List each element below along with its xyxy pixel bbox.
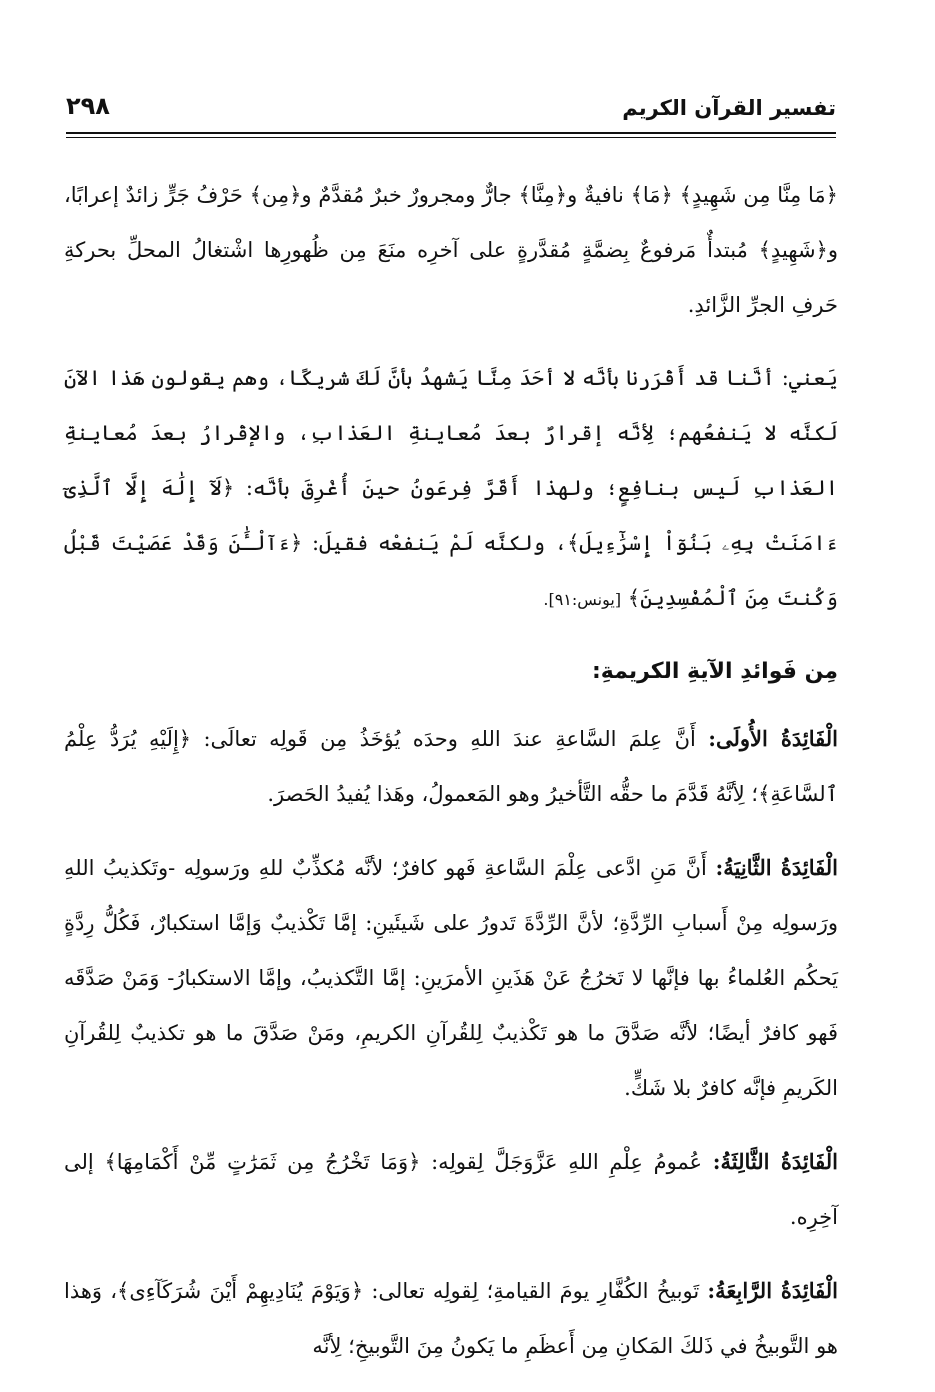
benefit-2-label: الْفَائِدَةُ الثَّانِيَةُ:	[715, 855, 838, 880]
benefit-1-label: الْفَائِدَةُ الأُولَى:	[708, 726, 838, 751]
benefit-2	[64, 840, 838, 1116]
page-number: ٢٩٨	[66, 92, 110, 120]
benefit-4	[64, 1263, 838, 1374]
benefit-3-label: الْفَائِدَةُ الثَّالِثَةُ:	[712, 1149, 838, 1174]
benefit-1	[64, 711, 838, 822]
header-rule	[66, 132, 836, 134]
benefit-3-text: عُمومُ عِلْمِ اللهِ عَزَّوَجَلَّ لِقولِه: ﴿وَمَا تَخْرُجُ مِن ثَمَرَٰتٍ مِّنْ أَكْمَامِهَا﴾ إلى آخِرِه.	[64, 1150, 838, 1229]
book-title: تفسير القرآن الكريم	[622, 96, 836, 120]
benefit-4-label: الْفَائِدَةُ الرَّابِعَةُ:	[707, 1278, 839, 1303]
benefit-3	[64, 1134, 838, 1245]
paragraph-grammar-text: ﴿مَا مِنَّا مِن شَهِيدٍ﴾ ﴿مَا﴾ نافيةٌ و﴿مِنَّا﴾ جارٌّ ومجرورٌ خبرٌ مُقدَّمٌ و﴿مِن﴾ حَرْفُ جَرٍّ زائدٌ إعرابًا، و﴿شَهِيدٍ﴾ مُبتدأٌ مَرفوعٌ بِضمَّةٍ مُقدَّرةٍ على آخرِه منَعَ مِن ظُهورِها اشْتغالُ المحلِّ بحركةِ حَرفِ الجرِّ الزَّائدِ.	[64, 183, 838, 317]
page-body	[64, 168, 838, 1392]
benefit-1-text: أَنَّ عِلمَ السَّاعةِ عندَ اللهِ وحدَه يُؤخَذُ مِن قَولِه تعالَى: ﴿إِلَيْهِ يُرَدُّ عِلْمُ ٱلسَّاعَةِ﴾؛ لِأنَّهُ قَدَّمَ ما حقُّه التَّأخيرُ وهو المَعمولُ، وهَذا يُفيدُ الحَصرَ.	[64, 727, 838, 806]
benefit-4-text: تَوبيخُ الكُفَّارِ يومَ القيامةِ؛ لِقولِه تعالى: ﴿وَيَوْمَ يُنَادِيهِمْ أَيْنَ شُرَكَآءِى﴾، وَهذا هو التَّوبيخُ في ذَلكَ المَكانِ مِن أَعظَمِ ما يَكونُ مِنَ التَّوبيخِ؛ لِأنَّه	[64, 1279, 838, 1358]
paragraph-grammar	[64, 168, 838, 333]
section-heading: مِن فَوائدِ الآيةِ الكريمةِ:	[591, 659, 838, 684]
benefit-2-text: أَنَّ مَنِ ادَّعى عِلْمَ السَّاعةِ فَهو كافرٌ؛ لأنَّه مُكذِّبٌ للهِ ورَسولِه -وتَكذيبُ اللهِ ورَسولِه مِنْ أَسبابِ الرِّدَّةِ؛ لأنَّ الرِّدَّةَ تَدورُ على شَيئَينِ: إمَّا تَكْذيبٌ وَإمَّا استكبارٌ، فَكُلُّ رِدَّةٍ يَحكُم العُلماءُ بها فإنَّها لا تَخرُجُ عَنْ هَذَينِ الأمرَينِ: إمَّا التَّكذيبُ، وإمَّا الاستكبارُ- وَمَنْ صَدَّقَه فَهو كافرٌ أيضًا؛ لأنَّه صَدَّقَ ما هو تَكْذيبٌ لِلقُرآنِ الكريمِ، ومَنْ صَدَّقَ ما هو تكذيبٌ لِلقُرآنِ الكَريمِ فإنَّه كافرٌ بلا شَكٍّ.	[64, 856, 838, 1100]
page-header	[66, 92, 836, 132]
quran-reference: [يونس:٩١].	[543, 590, 622, 609]
paragraph-meaning	[64, 351, 838, 627]
header-rule-thin	[66, 137, 836, 138]
paragraph-meaning-text: يَعني: أنَّنا قد أَقْرَرنا بأنَّه لا أحَدَ مِنَّا يَشهدُ بأنَّ لَكَ شريكًا، وهم يقولون هَذا الآنَ لَكنَّه لا يَنفعُهم؛ لِأنَّه إقرارٌ بعدَ مُعاينةِ العَذابِ، والإقْرارُ بعدَ مُعاينةِ العَذابِ لَيس بنافِعٍ؛ ولهذا أَقَرَّ فِرعَونُ حينَ أُغْرِقَ بأنَّه: ﴿لَآ إِلَٰهَ إِلَّا ٱلَّذِىٓ ءَامَنَتْ بِهِۦ بَنُوٓاْ إِسْرَٰٓءِيلَ﴾، ولكنَّه لَمْ يَنفعْه فقيلَ: ﴿ءَآلْـَٰٔنَ وَقَدْ عَصَيْتَ قَبْلُ وَكُنتَ مِنَ ٱلْمُفْسِدِينَ﴾	[64, 366, 838, 610]
